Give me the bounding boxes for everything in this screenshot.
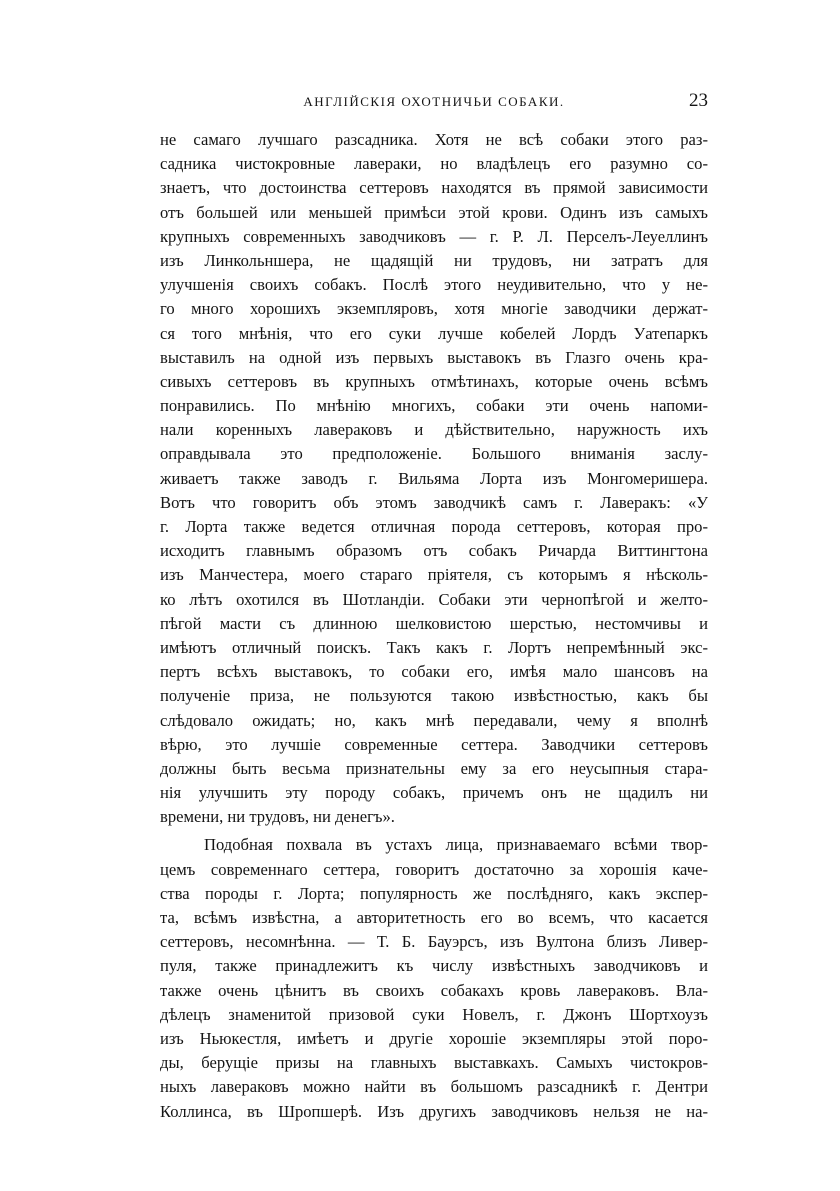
text-line: пѣгой масти съ длинною шелковистою шерстью, нестомчивы и (160, 613, 708, 633)
text-line: нали коренныхъ лавераковъ и дѣйствительно, наружность ихъ (160, 420, 708, 440)
text-line: времени, ни трудовъ, ни денегъ». (160, 807, 395, 827)
text-line: понравились. По мнѣнію многихъ, собаки эти очень напоми- (160, 396, 708, 416)
text-line: ства породы г. Лорта; популярность же послѣдняго, какъ экспер- (160, 883, 708, 903)
text-line: садника чистокровные лавераки, но владѣлецъ его разумно со- (160, 154, 708, 174)
text-line: г. Лорта также ведется отличная порода сеттеровъ, которая про- (160, 517, 708, 536)
text-line: Коллинса, въ Шропшерѣ. Изъ другихъ заводчиковъ нельзя не на- (160, 1101, 708, 1121)
text-line: пуля, также принадлежитъ къ числу извѣстныхъ заводчиковъ и (160, 956, 708, 976)
paragraph-1 (160, 128, 708, 829)
text-line: живаетъ также заводъ г. Вильяма Лорта изъ Монгомеришера. (160, 468, 708, 488)
text-line: выставилъ на одной изъ первыхъ выставокъ въ Глазго очень кра- (160, 347, 708, 367)
text-line: Вотъ что говоритъ объ этомъ заводчикѣ самъ г. Лаверакъ: «У (160, 492, 708, 512)
page-number: 23 (689, 90, 708, 111)
text-line: дѣлецъ знаменитой призовой суки Новелъ, г. Джонъ Шортхоузъ (160, 1004, 708, 1024)
text-line: оправдывала это предположеніе. Большого вниманія заслу- (160, 444, 708, 464)
text-line: та, всѣмъ извѣстна, а авторитетность его во всемъ, что касается (160, 908, 708, 927)
paragraph-2 (160, 833, 708, 1123)
text-line: цемъ современнаго сеттера, говоритъ достаточно за хорошія каче- (160, 859, 708, 879)
text-line: изъ Ньюкестля, имѣетъ и другіе хорошіе экземпляры этой поро- (160, 1028, 708, 1048)
text-line: вѣрю, это лучшіе современные сеттера. Заводчики сеттеровъ (160, 734, 708, 754)
text-line: сеттеровъ, несомнѣнна. — Т. Б. Бауэрсъ, изъ Вултона близъ Ливер- (160, 932, 708, 952)
running-head (160, 90, 708, 116)
text-line: полученіе приза, не пользуются такою извѣстностью, какъ бы (160, 686, 708, 706)
text-line: ся того мнѣнія, что его суки лучше кобелей Лордъ Уатепаркъ (160, 323, 708, 343)
text-line: не самаго лучшаго разсадника. Хотя не всѣ собаки этого раз- (160, 130, 708, 149)
text-line: изъ Линкольншера, не щадящій ни трудовъ, ни затратъ для (160, 250, 708, 270)
text-line: отъ большей или меньшей примѣси этой крови. Одинъ изъ самыхъ (160, 202, 708, 222)
text-line: нія улучшить эту породу собакъ, причемъ онъ не щадилъ ни (160, 783, 708, 803)
text-line: имѣютъ отличный поискъ. Такъ какъ г. Лортъ непремѣнный экс- (160, 637, 708, 657)
text-line: ды, берущіе призы на главныхъ выставкахъ. Самыхъ чистокров- (160, 1053, 708, 1073)
text-line: знаетъ, что достоинства сеттеровъ находятся въ прямой зависимости (160, 178, 708, 198)
body-text (160, 128, 708, 1124)
text-line: ныхъ лавераковъ можно найти въ большомъ разсадникѣ г. Дентри (160, 1077, 708, 1097)
text-line: ко лѣтъ охотился въ Шотландіи. Собаки эти чернопѣгой и желто- (160, 589, 708, 609)
running-title: АНГЛІЙСКІЯ ОХОТНИЧЬИ СОБАКИ. (303, 94, 565, 109)
text-line: должны быть весьма признательны ему за его неусыпныя стара- (160, 758, 708, 778)
text-line: пертъ всѣхъ выставокъ, то собаки его, имѣя мало шансовъ на (160, 662, 708, 682)
text-line: крупныхъ современныхъ заводчиковъ — г. Р. Л. Перселъ-Леуеллинъ (160, 226, 708, 246)
text-line: исходитъ главнымъ образомъ отъ собакъ Ричарда Виттингтона (160, 541, 708, 561)
text-line: сивыхъ сеттеровъ въ крупныхъ отмѣтинахъ, которые очень всѣмъ (160, 371, 708, 391)
text-line: Подобная похвала въ устахъ лица, признаваемаго всѣми твор- (204, 835, 708, 855)
text-line: изъ Манчестера, моего стараго пріятеля, съ которымъ я нѣсколь- (160, 565, 708, 585)
text-line: слѣдовало ожидать; но, какъ мнѣ передавали, чему я вполнѣ (160, 710, 708, 730)
text-line: также очень цѣнитъ въ своихъ собакахъ кровь лавераковъ. Вла- (160, 980, 708, 1000)
text-line: улучшенія своихъ собакъ. Послѣ этого неудивительно, что у не- (160, 275, 708, 295)
text-line: го много хорошихъ экземпляровъ, хотя многіе заводчики держат- (160, 299, 708, 319)
